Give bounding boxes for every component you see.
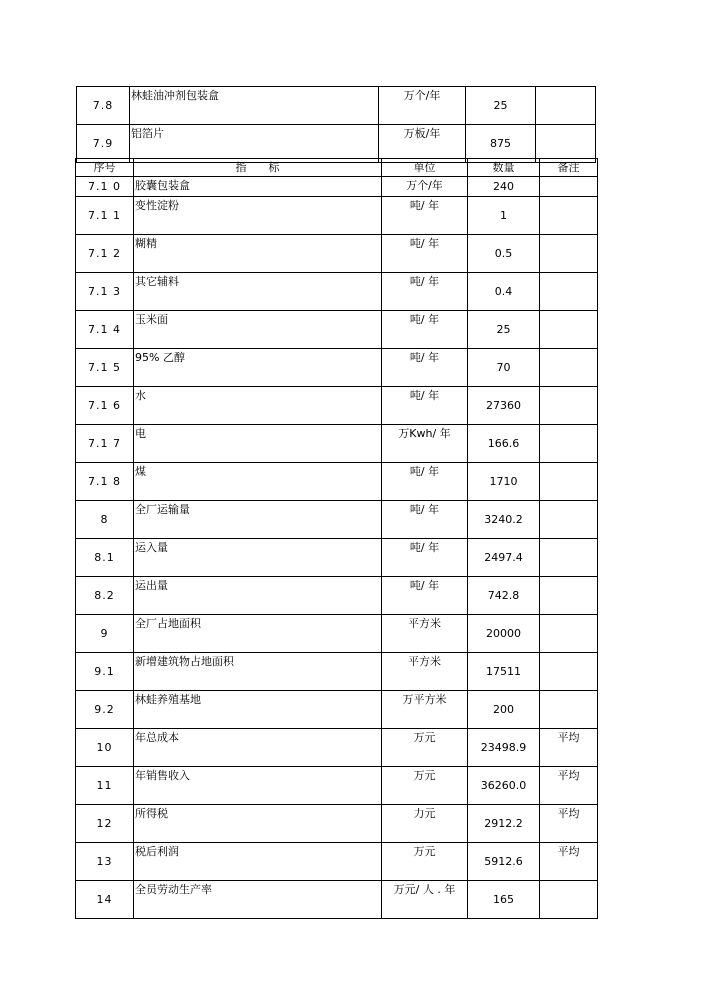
note-cell <box>540 273 598 311</box>
table-row <box>76 311 598 349</box>
note-cell <box>540 881 598 919</box>
indicator-cell: 年总成本 <box>134 729 382 767</box>
table-row <box>76 235 598 273</box>
seq-cell: 8 <box>76 501 134 539</box>
header-unit: 单位 <box>382 159 468 177</box>
seq-cell: 7.1 4 <box>76 311 134 349</box>
note-cell <box>540 425 598 463</box>
note-cell <box>540 577 598 615</box>
table-header-row <box>76 159 598 177</box>
unit-cell: 吨/ 年 <box>382 501 468 539</box>
unit-cell: 吨/ 年 <box>382 539 468 577</box>
seq-cell: 12 <box>76 805 134 843</box>
unit-cell: 平方米 <box>382 615 468 653</box>
table-row <box>76 653 598 691</box>
table-row <box>76 577 598 615</box>
indicator-cell: 全员劳动生产率 <box>134 881 382 919</box>
note-cell <box>540 197 598 235</box>
note-cell <box>540 501 598 539</box>
note-cell: 平均 <box>540 767 598 805</box>
unit-cell: 万个/年 <box>379 87 466 125</box>
table-row <box>76 843 598 881</box>
header-indicator: 指 标 <box>134 159 382 177</box>
table-row <box>76 767 598 805</box>
quantity-cell: 165 <box>468 881 540 919</box>
note-cell: 平均 <box>540 843 598 881</box>
indicator-table-top <box>76 86 596 163</box>
note-cell <box>540 615 598 653</box>
note-cell <box>536 125 596 163</box>
unit-cell: 万元 <box>382 767 468 805</box>
table-row <box>76 177 598 197</box>
table-row <box>77 87 596 125</box>
header-note: 备注 <box>540 159 598 177</box>
indicator-cell: 全厂占地面积 <box>134 615 382 653</box>
unit-cell: 万元/ 人 . 年 <box>382 881 468 919</box>
quantity-cell: 166.6 <box>468 425 540 463</box>
note-cell <box>540 235 598 273</box>
unit-cell: 万板/年 <box>379 125 466 163</box>
unit-cell: 万个/年 <box>382 177 468 197</box>
unit-cell: 万平方米 <box>382 691 468 729</box>
table-row <box>76 805 598 843</box>
unit-cell: 吨/ 年 <box>382 273 468 311</box>
indicator-cell: 林蛙油冲剂包装盒 <box>130 87 379 125</box>
unit-cell: 吨/ 年 <box>382 463 468 501</box>
quantity-cell: 0.4 <box>468 273 540 311</box>
seq-cell: 7.1 5 <box>76 349 134 387</box>
indicator-table <box>75 158 598 919</box>
table-row <box>76 881 598 919</box>
quantity-cell: 1 <box>468 197 540 235</box>
quantity-cell: 25 <box>468 311 540 349</box>
table-row <box>76 539 598 577</box>
seq-cell: 7.8 <box>77 87 130 125</box>
note-cell <box>540 349 598 387</box>
quantity-cell: 2497.4 <box>468 539 540 577</box>
table-row <box>77 125 596 163</box>
indicator-cell: 水 <box>134 387 382 425</box>
seq-cell: 9 <box>76 615 134 653</box>
quantity-cell: 70 <box>468 349 540 387</box>
unit-cell: 吨/ 年 <box>382 349 468 387</box>
quantity-cell: 1710 <box>468 463 540 501</box>
seq-cell: 9.2 <box>76 691 134 729</box>
seq-cell: 10 <box>76 729 134 767</box>
indicator-cell: 其它辅料 <box>134 273 382 311</box>
note-cell <box>540 177 598 197</box>
seq-cell: 7.1 8 <box>76 463 134 501</box>
indicator-cell: 林蛙养殖基地 <box>134 691 382 729</box>
note-cell <box>540 463 598 501</box>
note-cell <box>540 691 598 729</box>
indicator-cell: 年销售收入 <box>134 767 382 805</box>
quantity-cell: 3240.2 <box>468 501 540 539</box>
indicator-cell: 运出量 <box>134 577 382 615</box>
table-row <box>76 425 598 463</box>
unit-cell: 万元 <box>382 843 468 881</box>
note-cell <box>536 87 596 125</box>
seq-cell: 7.1 7 <box>76 425 134 463</box>
indicator-cell: 税后利润 <box>134 843 382 881</box>
seq-cell: 13 <box>76 843 134 881</box>
indicator-cell: 煤 <box>134 463 382 501</box>
seq-cell: 7.1 2 <box>76 235 134 273</box>
unit-cell: 平方米 <box>382 653 468 691</box>
indicator-cell: 胶囊包装盒 <box>134 177 382 197</box>
quantity-cell: 5912.6 <box>468 843 540 881</box>
indicator-cell: 运入量 <box>134 539 382 577</box>
table-row <box>76 349 598 387</box>
seq-cell: 11 <box>76 767 134 805</box>
quantity-cell: 240 <box>468 177 540 197</box>
seq-cell: 7.1 3 <box>76 273 134 311</box>
quantity-cell: 875 <box>466 125 536 163</box>
table-row <box>76 501 598 539</box>
quantity-cell: 20000 <box>468 615 540 653</box>
seq-cell: 7.1 6 <box>76 387 134 425</box>
indicator-cell: 玉米面 <box>134 311 382 349</box>
unit-cell: 吨/ 年 <box>382 577 468 615</box>
quantity-cell: 27360 <box>468 387 540 425</box>
table-row <box>76 729 598 767</box>
unit-cell: 万元 <box>382 729 468 767</box>
note-cell: 平均 <box>540 805 598 843</box>
indicator-cell: 电 <box>134 425 382 463</box>
indicator-cell: 糊精 <box>134 235 382 273</box>
note-cell: 平均 <box>540 729 598 767</box>
header-seq: 序号 <box>76 159 134 177</box>
seq-cell: 7.1 0 <box>76 177 134 197</box>
indicator-cell: 铝箔片 <box>130 125 379 163</box>
indicator-cell: 变性淀粉 <box>134 197 382 235</box>
unit-cell: 力元 <box>382 805 468 843</box>
indicator-cell: 新增建筑物占地面积 <box>134 653 382 691</box>
table-row <box>76 273 598 311</box>
table-row <box>76 691 598 729</box>
quantity-cell: 742.8 <box>468 577 540 615</box>
table-row <box>76 615 598 653</box>
seq-cell: 7.9 <box>77 125 130 163</box>
quantity-cell: 23498.9 <box>468 729 540 767</box>
quantity-cell: 36260.0 <box>468 767 540 805</box>
quantity-cell: 0.5 <box>468 235 540 273</box>
note-cell <box>540 387 598 425</box>
table-row <box>76 387 598 425</box>
quantity-cell: 17511 <box>468 653 540 691</box>
unit-cell: 万Kwh/ 年 <box>382 425 468 463</box>
table-row <box>76 197 598 235</box>
quantity-cell: 200 <box>468 691 540 729</box>
unit-cell: 吨/ 年 <box>382 235 468 273</box>
header-quantity: 数量 <box>468 159 540 177</box>
indicator-cell: 95% 乙醇 <box>134 349 382 387</box>
note-cell <box>540 311 598 349</box>
unit-cell: 吨/ 年 <box>382 387 468 425</box>
seq-cell: 14 <box>76 881 134 919</box>
indicator-cell: 全厂运输量 <box>134 501 382 539</box>
seq-cell: 7.1 1 <box>76 197 134 235</box>
seq-cell: 9.1 <box>76 653 134 691</box>
seq-cell: 8.2 <box>76 577 134 615</box>
seq-cell: 8.1 <box>76 539 134 577</box>
note-cell <box>540 653 598 691</box>
table-row <box>76 463 598 501</box>
note-cell <box>540 539 598 577</box>
unit-cell: 吨/ 年 <box>382 197 468 235</box>
indicator-cell: 所得税 <box>134 805 382 843</box>
unit-cell: 吨/ 年 <box>382 311 468 349</box>
quantity-cell: 25 <box>466 87 536 125</box>
quantity-cell: 2912.2 <box>468 805 540 843</box>
